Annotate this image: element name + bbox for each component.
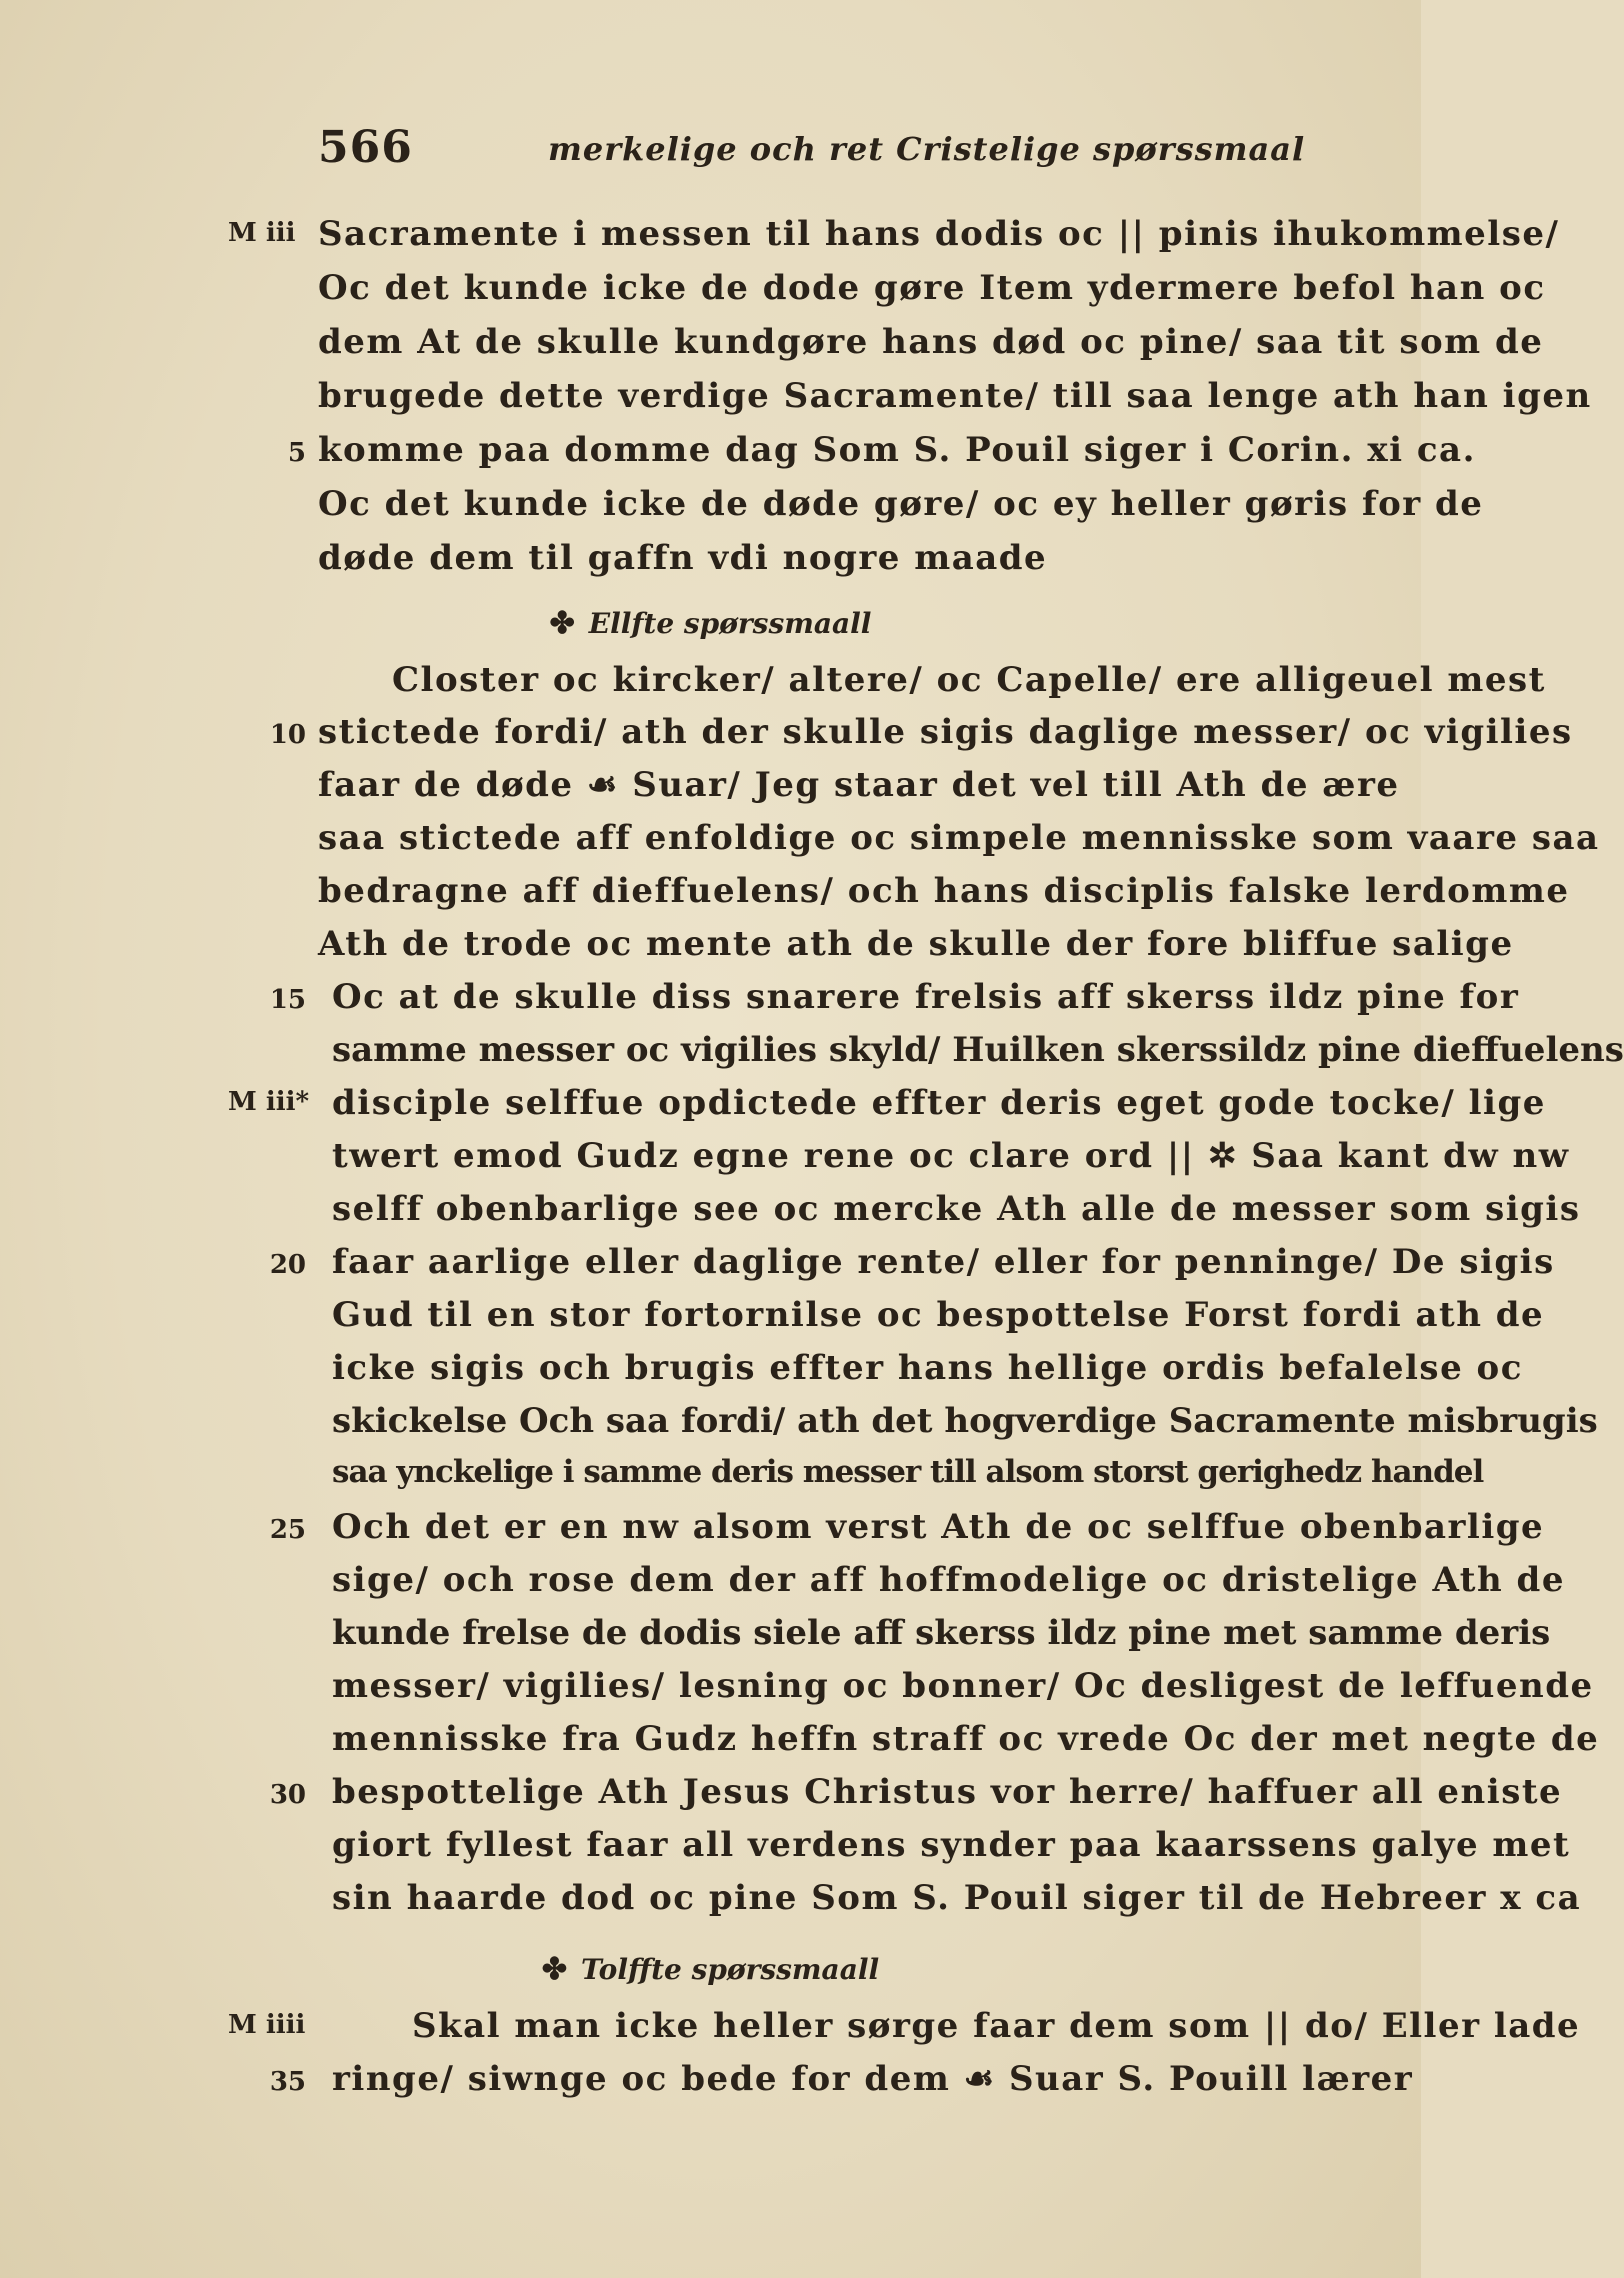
text-line xyxy=(0,320,1544,374)
line-text: komme paa domme dag Som S. Pouil siger i Corin. xi ca. xyxy=(318,430,1476,470)
text-line xyxy=(0,1134,1570,1188)
margin-note: M iii* xyxy=(228,1087,310,1117)
text-line xyxy=(0,1558,1565,1612)
text-line xyxy=(0,374,1592,428)
section-heading-text: Ellfte spørssmaall xyxy=(588,607,872,640)
line-text: giort fyllest faar all verdens synder paa kaarssens galye met xyxy=(332,1825,1571,1865)
line-number: 5 xyxy=(287,438,306,468)
fleuron-icon: ✤ xyxy=(541,1952,568,1987)
line-text: sin haarde dod oc pine Som S. Pouil siger til de Hebreer x ca xyxy=(332,1878,1582,1918)
text-line xyxy=(0,922,1514,976)
text-line xyxy=(0,975,1520,1029)
running-title: merkelige och ret Cristelige spørssmaal xyxy=(548,130,1306,168)
line-text: twert emod Gudz egne rene oc clare ord || ✲ Saa kant dw nw xyxy=(332,1136,1570,1176)
fleuron-icon: ✤ xyxy=(549,606,575,641)
page-number: 566 xyxy=(318,122,413,173)
text-line xyxy=(0,710,1573,764)
text-line xyxy=(0,1293,1545,1347)
line-text: Ath de trode oc mente ath de skulle der fore bliffue salige xyxy=(318,924,1514,964)
text-line xyxy=(0,658,1546,712)
text-line xyxy=(0,1028,1624,1082)
text-line xyxy=(0,1823,1571,1877)
line-text: faar de døde ☙ Suar/ Jeg staar det vel till Ath de ære xyxy=(318,765,1400,805)
text-line xyxy=(0,1187,1581,1241)
text-line xyxy=(0,428,1476,482)
text-line xyxy=(0,1664,1594,1718)
page-header xyxy=(318,122,1368,182)
text-line xyxy=(0,2057,1421,2111)
text-line xyxy=(0,1876,1582,1930)
text-line xyxy=(0,2004,1581,2058)
line-text: Och det er en nw alsom verst Ath de oc selffue obenbarlige xyxy=(332,1507,1545,1547)
text-line xyxy=(0,212,1560,266)
text-line xyxy=(0,1770,1563,1824)
text-line xyxy=(0,1399,1598,1453)
line-text: Oc det kunde icke de døde gøre/ oc ey heller gøris for de xyxy=(318,484,1484,524)
margin-note: M iii xyxy=(228,218,296,248)
line-text: faar aarlige eller daglige rente/ eller for penninge/ De sigis xyxy=(332,1242,1555,1282)
text-line xyxy=(0,1505,1545,1559)
line-text: selff obenbarlige see oc mercke Ath alle de messer som sigis xyxy=(332,1189,1581,1229)
margin-note: M iiii xyxy=(228,2010,306,2040)
line-text: Sacramente i messen til hans dodis oc || pinis ihukommelse/ xyxy=(318,214,1560,254)
line-text: sige/ och rose dem der aff hoffmodelige oc dristelige Ath de xyxy=(332,1560,1565,1600)
line-text: døde dem til gaffn vdi nogre maade xyxy=(318,538,1048,578)
text-line xyxy=(0,1346,1523,1400)
line-number: 30 xyxy=(269,1780,306,1810)
line-text: mennisske fra Gudz heffn straff oc vrede Oc der met negte de xyxy=(332,1719,1600,1759)
line-text: messer/ vigilies/ lesning oc bonner/ Oc desligest de leffuende xyxy=(332,1666,1594,1706)
line-number: 20 xyxy=(269,1250,306,1280)
line-number: 15 xyxy=(269,985,306,1015)
text-line xyxy=(0,869,1570,923)
line-text: saa ynckelige i samme deris messer till alsom storst gerighedz handel xyxy=(332,1454,1484,1490)
line-text: Skal man icke heller sørge faar dem som || do/ Eller lade xyxy=(412,2006,1581,2046)
text-line xyxy=(0,1452,1484,1506)
text-line xyxy=(0,1611,1551,1665)
text-line xyxy=(0,763,1421,817)
line-text: ringe/ siwnge oc bede for dem ☙ Suar S. Pouill lærer xyxy=(332,2059,1414,2099)
line-text: brugede dette verdige Sacramente/ till saa lenge ath han igen xyxy=(318,376,1592,416)
text-line xyxy=(0,1081,1546,1135)
line-text: saa stictede aff enfoldige oc simpele mennisske som vaare saa xyxy=(318,818,1600,858)
section-heading xyxy=(0,606,1421,650)
line-text: icke sigis och brugis effter hans hellige ordis befalelse oc xyxy=(332,1348,1523,1388)
section-heading xyxy=(0,1952,1421,1996)
text-line xyxy=(0,1240,1555,1294)
line-text: skickelse Och saa fordi/ ath det hogverdige Sacramente misbrugis xyxy=(332,1401,1598,1441)
text-line xyxy=(0,536,1421,590)
line-text: Closter oc kircker/ altere/ oc Capelle/ ere alligeuel mest xyxy=(392,660,1546,700)
line-text: disciple selffue opdictede effter deris eget gode tocke/ lige xyxy=(332,1083,1546,1123)
section-heading-text: Tolffte spørssmaall xyxy=(581,1953,880,1986)
line-text: bespottelige Ath Jesus Christus vor herre/ haffuer all eniste xyxy=(332,1772,1563,1812)
line-number: 10 xyxy=(269,720,306,750)
line-text: samme messer oc vigilies skyld/ Huilken skerssildz pine dieffuelens xyxy=(332,1030,1624,1070)
line-text: Oc at de skulle diss snarere frelsis aff skerss ildz pine for xyxy=(332,977,1520,1017)
line-text: dem At de skulle kundgøre hans død oc pine/ saa tit som de xyxy=(318,322,1544,362)
text-line xyxy=(0,482,1484,536)
line-number: 35 xyxy=(269,2067,306,2097)
line-text: stictede fordi/ ath der skulle sigis daglige messer/ oc vigilies xyxy=(318,712,1573,752)
text-line xyxy=(0,816,1600,870)
line-text: kunde frelse de dodis siele aff skerss ildz pine met samme deris xyxy=(332,1613,1551,1653)
line-text: Oc det kunde icke de dode gøre Item ydermere befol han oc xyxy=(318,268,1546,308)
text-line xyxy=(0,1717,1600,1771)
line-text: Gud til en stor fortornilse oc bespottelse Forst fordi ath de xyxy=(332,1295,1545,1335)
line-number: 25 xyxy=(269,1515,306,1545)
text-line xyxy=(0,266,1546,320)
line-text: bedragne aff dieffuelens/ och hans disciplis falske lerdomme xyxy=(318,871,1570,911)
